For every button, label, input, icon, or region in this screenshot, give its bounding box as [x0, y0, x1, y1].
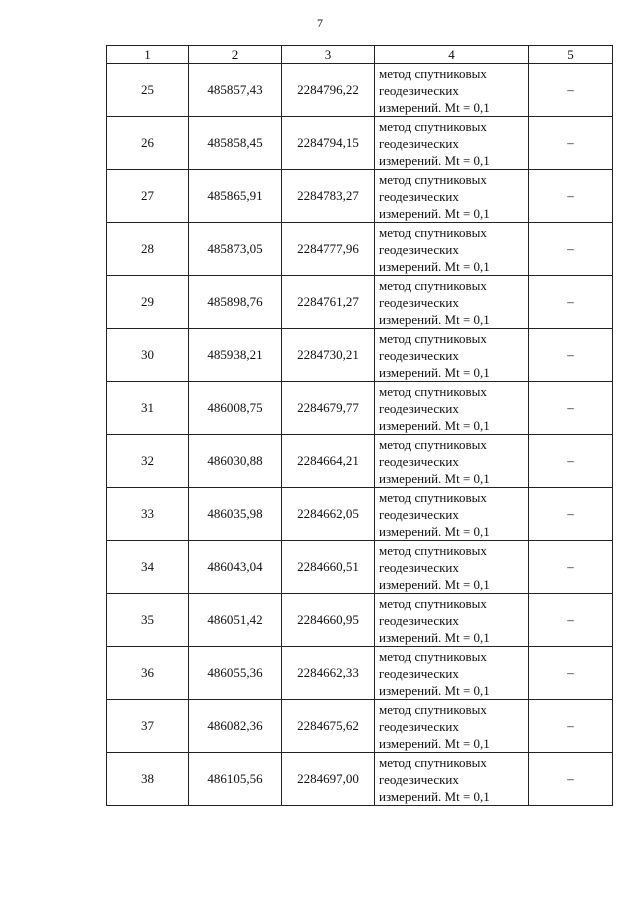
page-number: 7: [317, 16, 323, 30]
method-line: измерений. Mt = 0,1: [379, 470, 490, 486]
table-row: [107, 594, 613, 647]
y-coordinate-cell: 2284664,21: [282, 435, 375, 488]
x-coordinate-cell: 486105,56: [189, 753, 282, 806]
method-cell: [375, 170, 529, 223]
table-row: [107, 647, 613, 700]
method-line: метод спутниковых: [379, 224, 487, 240]
point-number-cell: 30: [107, 329, 189, 382]
table-row: [107, 488, 613, 541]
note-cell: –: [529, 435, 613, 488]
table-row: [107, 382, 613, 435]
y-coordinate-cell: 2284761,27: [282, 276, 375, 329]
y-coordinate-cell: 2284794,15: [282, 117, 375, 170]
method-line: метод спутниковых: [379, 701, 487, 717]
method-line: геодезических: [379, 718, 459, 734]
method-line: измерений. Mt = 0,1: [379, 99, 490, 115]
table-body: [107, 64, 613, 806]
method-line: геодезических: [379, 400, 459, 416]
x-coordinate-cell: 486030,88: [189, 435, 282, 488]
method-line: метод спутниковых: [379, 595, 487, 611]
coordinates-table: [106, 45, 613, 806]
table-row: [107, 117, 613, 170]
method-line: метод спутниковых: [379, 436, 487, 452]
note-cell: –: [529, 488, 613, 541]
method-cell: [375, 435, 529, 488]
method-cell: [375, 700, 529, 753]
method-cell: [375, 594, 529, 647]
method-line: измерений. Mt = 0,1: [379, 258, 490, 274]
method-line: геодезических: [379, 771, 459, 787]
x-coordinate-cell: 486082,36: [189, 700, 282, 753]
table-row: [107, 170, 613, 223]
method-line: измерений. Mt = 0,1: [379, 735, 490, 751]
y-coordinate-cell: 2284660,51: [282, 541, 375, 594]
note-cell: –: [529, 594, 613, 647]
point-number-cell: 33: [107, 488, 189, 541]
method-line: метод спутниковых: [379, 754, 487, 770]
method-line: измерений. Mt = 0,1: [379, 629, 490, 645]
point-number-cell: 31: [107, 382, 189, 435]
x-coordinate-cell: 486055,36: [189, 647, 282, 700]
method-line: геодезических: [379, 241, 459, 257]
point-number-cell: 25: [107, 64, 189, 117]
point-number-cell: 38: [107, 753, 189, 806]
table-row: [107, 753, 613, 806]
point-number-cell: 32: [107, 435, 189, 488]
x-coordinate-cell: 486043,04: [189, 541, 282, 594]
method-line: измерений. Mt = 0,1: [379, 523, 490, 539]
header-col-5: 5: [529, 46, 613, 64]
note-cell: –: [529, 223, 613, 276]
method-line: измерений. Mt = 0,1: [379, 682, 490, 698]
method-line: геодезических: [379, 612, 459, 628]
method-line: измерений. Mt = 0,1: [379, 788, 490, 804]
note-cell: –: [529, 276, 613, 329]
method-line: геодезических: [379, 347, 459, 363]
method-line: метод спутниковых: [379, 383, 487, 399]
table-row: [107, 64, 613, 117]
method-line: измерений. Mt = 0,1: [379, 417, 490, 433]
x-coordinate-cell: 485938,21: [189, 329, 282, 382]
method-line: метод спутниковых: [379, 65, 487, 81]
table-row: [107, 435, 613, 488]
method-line: метод спутниковых: [379, 171, 487, 187]
method-line: измерений. Mt = 0,1: [379, 311, 490, 327]
method-line: измерений. Mt = 0,1: [379, 205, 490, 221]
method-line: метод спутниковых: [379, 277, 487, 293]
point-number-cell: 26: [107, 117, 189, 170]
method-line: геодезических: [379, 453, 459, 469]
point-number-cell: 36: [107, 647, 189, 700]
method-line: геодезических: [379, 665, 459, 681]
method-line: измерений. Mt = 0,1: [379, 576, 490, 592]
y-coordinate-cell: 2284675,62: [282, 700, 375, 753]
point-number-cell: 35: [107, 594, 189, 647]
note-cell: –: [529, 382, 613, 435]
method-line: геодезических: [379, 506, 459, 522]
method-cell: [375, 117, 529, 170]
header-col-2: 2: [189, 46, 282, 64]
x-coordinate-cell: 486008,75: [189, 382, 282, 435]
note-cell: –: [529, 170, 613, 223]
y-coordinate-cell: 2284662,05: [282, 488, 375, 541]
x-coordinate-cell: 486051,42: [189, 594, 282, 647]
table-row: [107, 276, 613, 329]
note-cell: –: [529, 700, 613, 753]
method-line: геодезических: [379, 559, 459, 575]
method-cell: [375, 753, 529, 806]
method-line: геодезических: [379, 188, 459, 204]
table-row: [107, 223, 613, 276]
y-coordinate-cell: 2284730,21: [282, 329, 375, 382]
method-line: измерений. Mt = 0,1: [379, 152, 490, 168]
method-line: геодезических: [379, 135, 459, 151]
note-cell: –: [529, 64, 613, 117]
method-line: метод спутниковых: [379, 489, 487, 505]
point-number-cell: 34: [107, 541, 189, 594]
method-line: метод спутниковых: [379, 118, 487, 134]
y-coordinate-cell: 2284777,96: [282, 223, 375, 276]
method-line: измерений. Mt = 0,1: [379, 364, 490, 380]
point-number-cell: 29: [107, 276, 189, 329]
y-coordinate-cell: 2284660,95: [282, 594, 375, 647]
header-col-4: 4: [375, 46, 529, 64]
method-cell: [375, 488, 529, 541]
y-coordinate-cell: 2284796,22: [282, 64, 375, 117]
header-col-3: 3: [282, 46, 375, 64]
method-line: геодезических: [379, 82, 459, 98]
x-coordinate-cell: 485857,43: [189, 64, 282, 117]
y-coordinate-cell: 2284662,33: [282, 647, 375, 700]
method-line: метод спутниковых: [379, 330, 487, 346]
method-cell: [375, 223, 529, 276]
y-coordinate-cell: 2284697,00: [282, 753, 375, 806]
point-number-cell: 37: [107, 700, 189, 753]
method-cell: [375, 64, 529, 117]
note-cell: –: [529, 117, 613, 170]
method-cell: [375, 647, 529, 700]
method-cell: [375, 329, 529, 382]
x-coordinate-cell: 485898,76: [189, 276, 282, 329]
method-cell: [375, 541, 529, 594]
method-line: метод спутниковых: [379, 648, 487, 664]
method-line: геодезических: [379, 294, 459, 310]
table-row: [107, 700, 613, 753]
y-coordinate-cell: 2284679,77: [282, 382, 375, 435]
method-cell: [375, 382, 529, 435]
note-cell: –: [529, 541, 613, 594]
note-cell: –: [529, 329, 613, 382]
table-header-row: [107, 46, 613, 64]
point-number-cell: 28: [107, 223, 189, 276]
method-line: метод спутниковых: [379, 542, 487, 558]
table-row: [107, 541, 613, 594]
header-col-1: 1: [107, 46, 189, 64]
method-cell: [375, 276, 529, 329]
table-row: [107, 329, 613, 382]
x-coordinate-cell: 486035,98: [189, 488, 282, 541]
y-coordinate-cell: 2284783,27: [282, 170, 375, 223]
point-number-cell: 27: [107, 170, 189, 223]
x-coordinate-cell: 485865,91: [189, 170, 282, 223]
x-coordinate-cell: 485858,45: [189, 117, 282, 170]
note-cell: –: [529, 647, 613, 700]
note-cell: –: [529, 753, 613, 806]
x-coordinate-cell: 485873,05: [189, 223, 282, 276]
